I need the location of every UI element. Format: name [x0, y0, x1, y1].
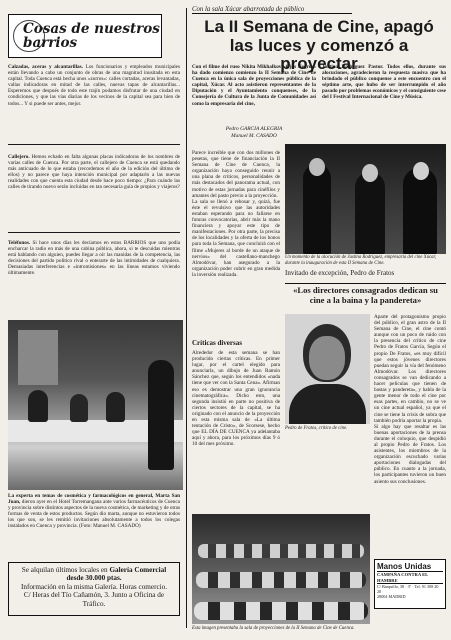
- paragraph-lead: Callejero.: [8, 154, 30, 160]
- bylines: [192, 126, 316, 140]
- meeting-photo: [8, 320, 183, 490]
- ad-line: Se alquilan últimos locales en Galería Comercial: [21, 566, 167, 574]
- divider: [8, 232, 180, 233]
- speaker-photo: [285, 144, 446, 254]
- face-shape: [413, 162, 429, 180]
- lead-col1: Con el filme del ruso Nikita Mikhalkov «Ojos Negros» ha dado comienzo comienzo la II Semana de Cine de Cuenca en la única sala de proyecciones pública de la capital, Xúcar. Al acto asistieron representantes de la Diputación y el Ayuntamiento conquenses, de la Consejería de Cultura de la Junta de Comunidades así como la empresaria del cine,: [192, 64, 316, 107]
- section-logo: [8, 14, 162, 58]
- paragraph-lead: Teléfonos.: [8, 240, 31, 246]
- person-silhouette: [28, 390, 48, 422]
- right-body: Aparte del protagonismo propio del público, el gran astro de la II Semana de Cine, el cine contó aunque con un poco de ruido con la presencia del crítico de cine Pedro de Fratos García, Según el propio De Fratos, «es muy difícil que estos jóvenes directores puedan seguir la vía del fenómeno Almodóvar. Los directores consagrados se van dedicando a hacer películas que tienen de bastas y pandereta», y habla de la gente menor de todo el cine por esas partes, en cambio, no se ve un cine actual español, ya que el cine se tiene la crisis de sobra que también podría aportar la propia. Si algo hay que resaltar es las buenas aportaciones de la prensa durante el coloquio, que despidió al propio Pedro de Fratos. Los asistentes, los miembros de la organización escuchado varias aportaciones dialogadas del público. En cuanto a la jornada, los participantes tuvieron un buen asiento sus conclusiones.: [374, 314, 446, 485]
- head-row: [194, 602, 368, 620]
- head-row: [196, 572, 366, 588]
- meeting-photo-caption: [8, 493, 180, 530]
- person-silhouette: [355, 172, 385, 254]
- person-silhouette: [303, 164, 331, 254]
- person-silhouette: [403, 168, 437, 254]
- divider: [8, 144, 180, 145]
- section-heading: Críticas diversas: [192, 339, 242, 347]
- classified-ad: [8, 562, 180, 616]
- paragraph-lead: Calzadas, aceras y alcantarillas.: [8, 64, 83, 70]
- head-row: [198, 544, 364, 558]
- ad-city: 28004 MADRID: [377, 594, 406, 600]
- paragraph-calzadas: [8, 64, 180, 107]
- caption-lead: La experta en temas de cosmética y farmacológicos en general, Marta San Juan,: [8, 493, 180, 506]
- body-col1: Parece increíble que con dos millones de pesetas, que tiene de financiación la II Semana de Cine de Cuenca, la organización haya conseguido reunir a una plana de críticos, personalidades de más destacados del panorama actual, con motivo de estas jornadas para cinéfilos y amantes del pasto previo a la proyección. La sala se llenó a rebosar y, quizá, fue éste el revulsivo que las autoridades estaban esperando para no fallarse en futuras convocatorias, abrir más la mano financiera y apoyar este tipo de manifestaciones. Por otra parte, la precisa de los localidades y la oferta de los bonos para toda la Semana, que concluirá con el filme «Mujeres al borde de un ataque de nervios» del castellano-manchego Almodóvar, han asegurado a la organización poder cubrir en gran medida la inversión realizada.: [192, 150, 280, 278]
- headline: La II Semana de Cine, apagó las luces y comenzó a proyectar: [204, 17, 434, 73]
- right-section: [190, 4, 448, 636]
- ad-line: Información en la misma Galería. Horas comercio.: [20, 582, 168, 591]
- face-shape: [362, 164, 378, 182]
- ad-line: C/ Heras del Tío Cañamón, 3. Junto a Oficina de Tráfico.: [23, 591, 165, 608]
- section-logo-text: Cosas de nuestros barrios: [23, 21, 160, 51]
- face-shape: [309, 158, 325, 176]
- portrait-photo: [285, 314, 370, 424]
- audience-photo-caption: Esta imagen presentaba la sala de proyecciones de la II Semana de Cine de Cuenca.: [192, 626, 355, 631]
- criticas-body: Alrededor de esta semana se han producido ciertas críticas. En primer lugar, por el cartel elegido para anunciarla, un dibujo de Juan Ramón Sánchez que, según los entendidos «nada tiene que ver con la Santa Cena». Afirman eso es demostrar una gran ignorancia cinematográfica». Dicho esto, una segunda insistió en parte no positiva de ciertos sectores de la capital, se ha originado con el anuncio de la proyección en esta misma sala de «La última tentación de Cristo», de Scorsese, hecho que EL DÍA DE CUENCA ya adelantaba aquí y ahora, para los próximos días 9 ó 10 del mes próximo.: [192, 350, 280, 448]
- person-silhouette: [70, 394, 88, 422]
- paragraph-body: Hemos echado en falta algunas placas indicadoras de los nombres de varias calles de Cuenca. Por otra parte, el callejero de Cuenca se está quedando más anticuado de lo que estaba (recordemos el año de la edición del último de ellos) y no parece que haya intención municipal por adaptarlo a las nuevas realidades con que cuenta esta ciudad desde hace poco tiempo: ¿Para cuándo las calles de tirando nuevo serán incluidas en tan necesaria guía de propios y viajeros?: [8, 154, 180, 191]
- ad-address: C/ Barquillo, 38 · 3º · Tel. 91 308 20 20: [377, 584, 439, 595]
- paragraph-telefonos: [8, 240, 180, 277]
- shoulders-shape: [289, 384, 366, 424]
- pull-quote: «Los directores consagrados dedican su cine a la baina y la pandereta»: [285, 283, 446, 305]
- paragraph-body: Los funcionarios y empleados municipales están llevando a cabo un conjunto de obras de una magnitud inusitada en esta capital. Toda Cuenca está hecha unos «zorros»: calles cortadas, aceras levantadas, vallas indicadoras en mitad de las calles, nuevas tapas de alcantarillas... Esperemos que después de todo este trajín podamos disfrutar de una ciudad en condiciones, y que las vías diarias de los vecinos de la capital sea para bien de todos... Y si puede ser antes, mejor.: [8, 64, 180, 107]
- audience-photo: [192, 514, 370, 624]
- paragraph-callejero: [8, 154, 180, 191]
- face-shape: [309, 336, 345, 380]
- byline-photographer: Manuel M. CASADO: [231, 133, 277, 139]
- person-silhouette: [148, 360, 174, 470]
- guest-caption: Invitado de excepción, Pedro de Fratos: [285, 269, 395, 277]
- ad-brand: Manos Unidas: [377, 562, 432, 571]
- paragraph-body: Si hace unos días les decíamos en estos BARRIOS que uno podía encharcar la radio en más de una cabina pública, ahora, si te descuidas mientras está hablando con alguien, puedes llegar a oír las manidas de la competencia, las decisiones del partido político rival o enterarte de las intimidades de cualquiera. Demasiadas interferencias e «intromisiones» en las líneas estamos viviendo últimamente.: [8, 240, 180, 277]
- left-column: [5, 4, 185, 636]
- ad-subtitle: CAMPAÑA CONTRA EL HAMBRE: [377, 571, 443, 584]
- person-silhouette: [106, 392, 125, 422]
- lead-col2: Justina Rodríguez Pastor. Todos ellos, durante sus alocuciones, agradecieron la respuesta masiva que ha brindado el público conquense a este encuentro con el séptimo arte, que hubo de ser interrumpido el año pasado por problemas económicos y el consiguiente cese del I Festival Internacional de Cine y Música.: [322, 64, 446, 101]
- speaker-photo-caption: Un momento de la alocución de Justina Rodríguez, empresaria del cine Xúcar, durante la inauguración de esta II Semana de Cine.: [285, 255, 437, 266]
- portrait-caption: Pedro de Fratos, crítico de cine.: [285, 426, 348, 431]
- byline-author: Pedro GARCIA ALEGRIA: [225, 126, 283, 132]
- kicker: Con la sala Xúcar abarrotada de público: [192, 6, 352, 14]
- ad-line: desde 30.000 ptas.: [66, 574, 122, 583]
- column-divider: [186, 8, 187, 628]
- manos-unidas-ad: [374, 559, 446, 609]
- window-light: [18, 330, 58, 385]
- caption-body: dieron ayer en el Hotel Torremangana ante varios farmacéuticos de Cuenca y provincia sobre distintos aspectos de la nueva cosmética, de marketing y de otras formas de venta de estos productos. Según dio marta, aunque no estuvieron todos los que son, se les remitió invitaciones absolutamente a todos los colegas instalados en Cuenca y provincia. (Foto: Manuel M. CASADO): [8, 499, 181, 530]
